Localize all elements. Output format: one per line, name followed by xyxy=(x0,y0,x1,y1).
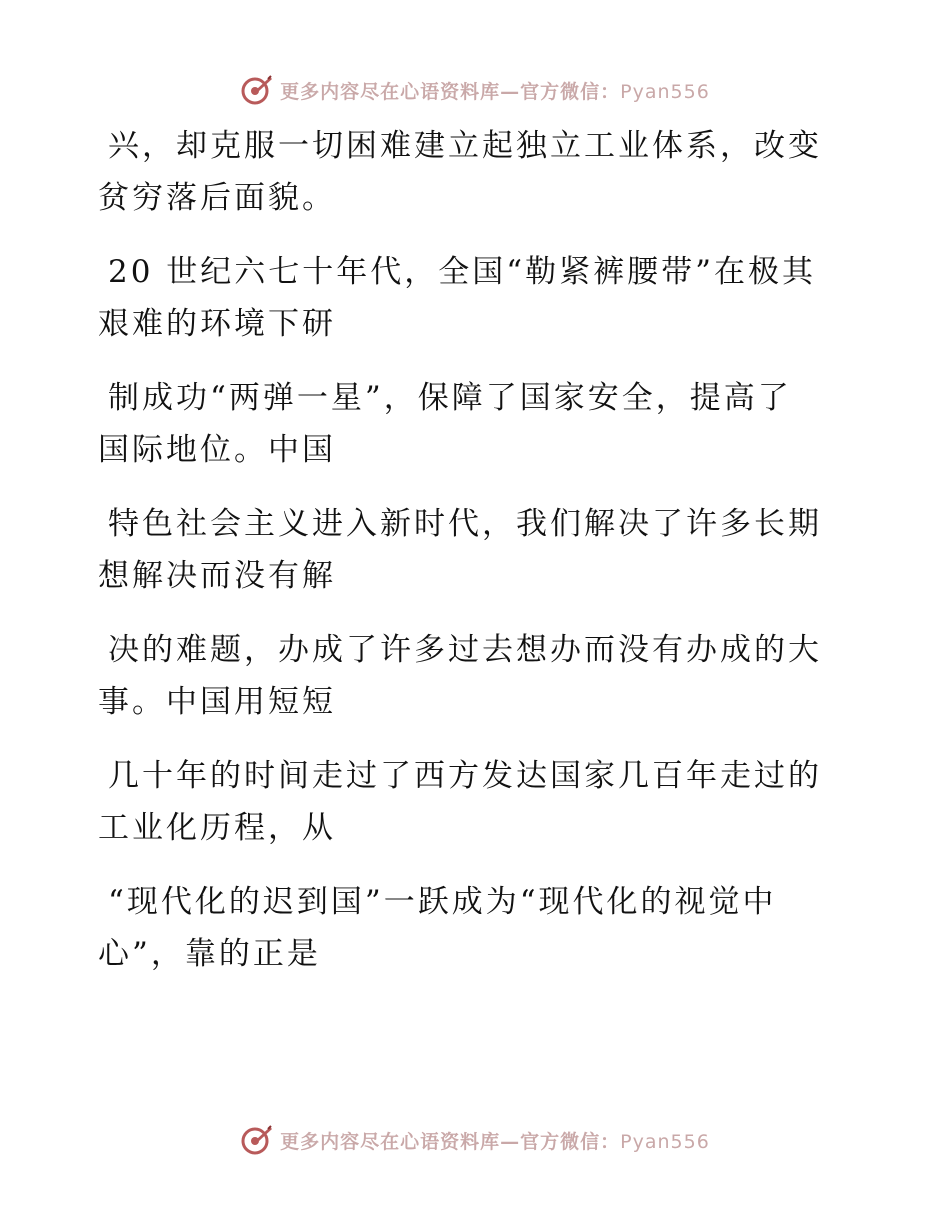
paragraph xyxy=(98,624,858,728)
text-line: 特色社会主义进入新时代，我们解决了许多长期 xyxy=(108,506,822,542)
paragraph xyxy=(98,498,858,602)
text-line: 贫穷落后面貌。 xyxy=(98,180,336,216)
text-line: “现代化的迟到国”一跃成为“现代化的视觉中 xyxy=(108,884,777,920)
pen-logo-icon xyxy=(240,73,274,107)
text-line: 20 世纪六七十年代，全国“勒紧裤腰带”在极其 xyxy=(108,254,816,290)
text-line: 国际地位。中国 xyxy=(98,432,336,468)
paragraph xyxy=(98,120,858,224)
watermark-text: 更多内容尽在心语资料库—官方微信：Pyan556 xyxy=(280,1130,710,1153)
text-line: 工业化历程，从 xyxy=(98,810,336,846)
text-line: 艰难的环境下研 xyxy=(98,306,336,342)
paragraph xyxy=(98,750,858,854)
text-line: 心”，靠的正是 xyxy=(98,936,321,972)
header-watermark xyxy=(0,70,950,110)
text-line: 想解决而没有解 xyxy=(98,558,336,594)
document-body xyxy=(98,120,858,1002)
pen-logo-icon xyxy=(240,1123,274,1157)
text-line: 事。中国用短短 xyxy=(98,684,336,720)
paragraph xyxy=(98,246,858,350)
paragraph xyxy=(98,372,858,476)
watermark-text: 更多内容尽在心语资料库—官方微信：Pyan556 xyxy=(280,80,710,103)
footer-watermark xyxy=(0,1120,950,1160)
paragraph xyxy=(98,876,858,980)
text-line: 制成功“两弹一星”，保障了国家安全，提高了 xyxy=(108,380,792,416)
text-line: 几十年的时间走过了西方发达国家几百年走过的 xyxy=(108,758,822,794)
text-line: 兴，却克服一切困难建立起独立工业体系，改变 xyxy=(108,128,822,164)
text-line: 决的难题，办成了许多过去想办而没有办成的大 xyxy=(108,632,822,668)
